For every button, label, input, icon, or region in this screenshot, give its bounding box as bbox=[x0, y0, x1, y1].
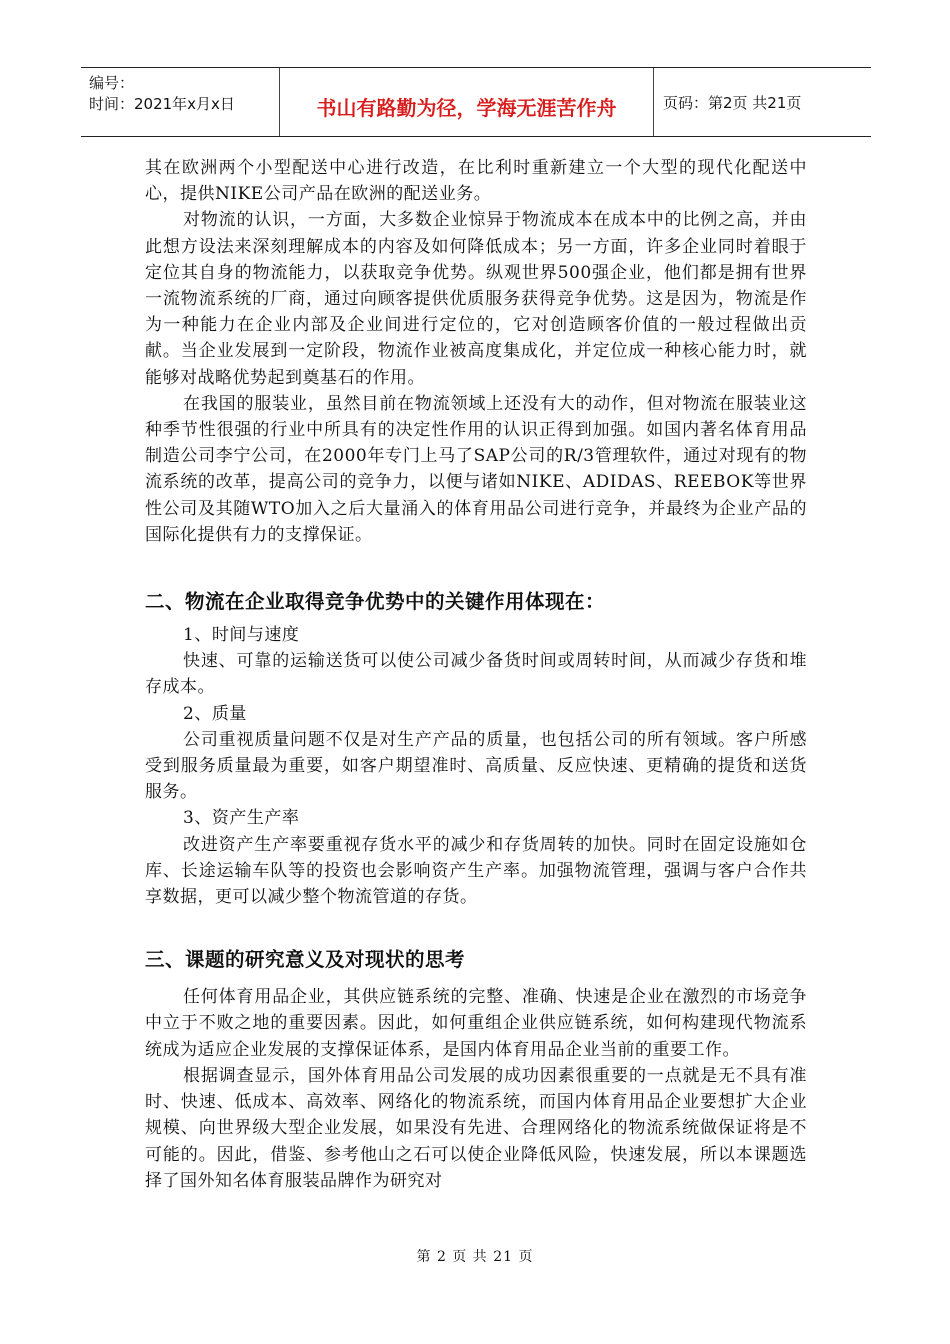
number-label: 编号： bbox=[89, 74, 135, 92]
header-page-info bbox=[663, 68, 871, 136]
paragraph: 改进资产生产率要重视存货水平的减少和存货周转的加快。同时在固定设施如仓库、长途运输车队等的投资也会影响资产生产率。加强物流管理，强调与客户合作共享数据，更可以减少整个物流管道的存货。 bbox=[145, 834, 807, 908]
header-motto: 书山有路勤为径，学海无涯苦作舟 bbox=[280, 68, 654, 136]
item-title: 1、时间与速度 bbox=[183, 625, 300, 646]
paragraph: 快速、可靠的运输送货可以使公司减少备货时间或周转时间，从而减少存货和堆存成本。 bbox=[145, 651, 807, 698]
page-header bbox=[81, 67, 871, 137]
paragraph: 对物流的认识，一方面，大多数企业惊异于物流成本在成本中的比例之高，并由此想方设法来深刻理解成本的内容及如何降低成本；另一方面，许多企业同时着眼于定位其自身的物流能力，以获取竞争优势。纵观世界500强企业，他们都是拥有世界一流物流系统的厂商，通过向顾客提供优质服务获得竞争优势。这是因为，物流是作为一种能力在企业内部及企业间进行定位的，它对创造顾客价值的一般过程做出贡献。当企业发展到一定阶段，物流作业被高度集成化，并定位成一种核心能力时，就能够对战略优势起到奠基石的作用。 bbox=[145, 210, 807, 388]
paragraph: 任何体育用品企业，其供应链系统的完整、准确、快速是企业在激烈的市场竞争中立于不败之地的重要因素。因此，如何重组企业供应链系统，如何构建现代物流系统成为适应企业发展的支撑保证体系，是国内体育用品企业当前的重要工作。 bbox=[145, 987, 807, 1060]
header-meta-cell bbox=[81, 68, 280, 136]
section-heading: 二、物流在企业取得竞争优势中的关键作用体现在： bbox=[145, 590, 606, 614]
paragraph: 公司重视质量问题不仅是对生产产品的质量，也包括公司的所有领域。客户所感受到服务质量最为重要，如客户期望准时、高质量、反应快速、更精确的提货和送货服务。 bbox=[145, 729, 807, 803]
time-label: 时间：2021年x月x日 bbox=[89, 95, 235, 113]
document-body bbox=[145, 155, 807, 1194]
paragraph: 根据调查显示，国外体育用品公司发展的成功因素很重要的一点就是无不具有准时、快速、低成本、高效率、网络化的物流系统，而国内体育用品企业要想扩大企业规模、向世界级大型企业发展，如果没有先进、合理网络化的物流系统做保证将是不可能的。因此，借鉴、参考他山之石可以使企业降低风险，快速发展，所以本课题选择了国外知名体育服装品牌作为研究对 bbox=[145, 1065, 807, 1191]
item-title: 2、质量 bbox=[183, 703, 247, 724]
section-heading: 三、课题的研究意义及对现状的思考 bbox=[145, 948, 466, 972]
paragraph: 在我国的服装业，虽然目前在物流领域上还没有大的动作，但对物流在服装业这种季节性很强的行业中所具有的决定性作用的认识正得到加强。如国内著名体育用品制造公司李宁公司，在2000年专门上马了SAP公司的R/3管理软件，通过对现有的物流系统的改革，提高公司的竞争力，以便与诸如NIKE、ADIDAS、REEBOK等世界性公司及其随WTO加入之后大量涌入的体育用品公司进行竞争，并最终为企业产品的国际化提供有力的支撑保证。 bbox=[145, 393, 807, 545]
page-info-text: 页码：第2页 共21页 bbox=[663, 93, 802, 112]
item-title: 3、资产生产率 bbox=[183, 808, 300, 829]
paragraph: 其在欧洲两个小型配送中心进行改造，在比利时重新建立一个大型的现代化配送中心，提供NIKE公司产品在欧洲的配送业务。 bbox=[145, 158, 807, 205]
page-footer: 第 2 页 共 21 页 bbox=[416, 1249, 534, 1265]
